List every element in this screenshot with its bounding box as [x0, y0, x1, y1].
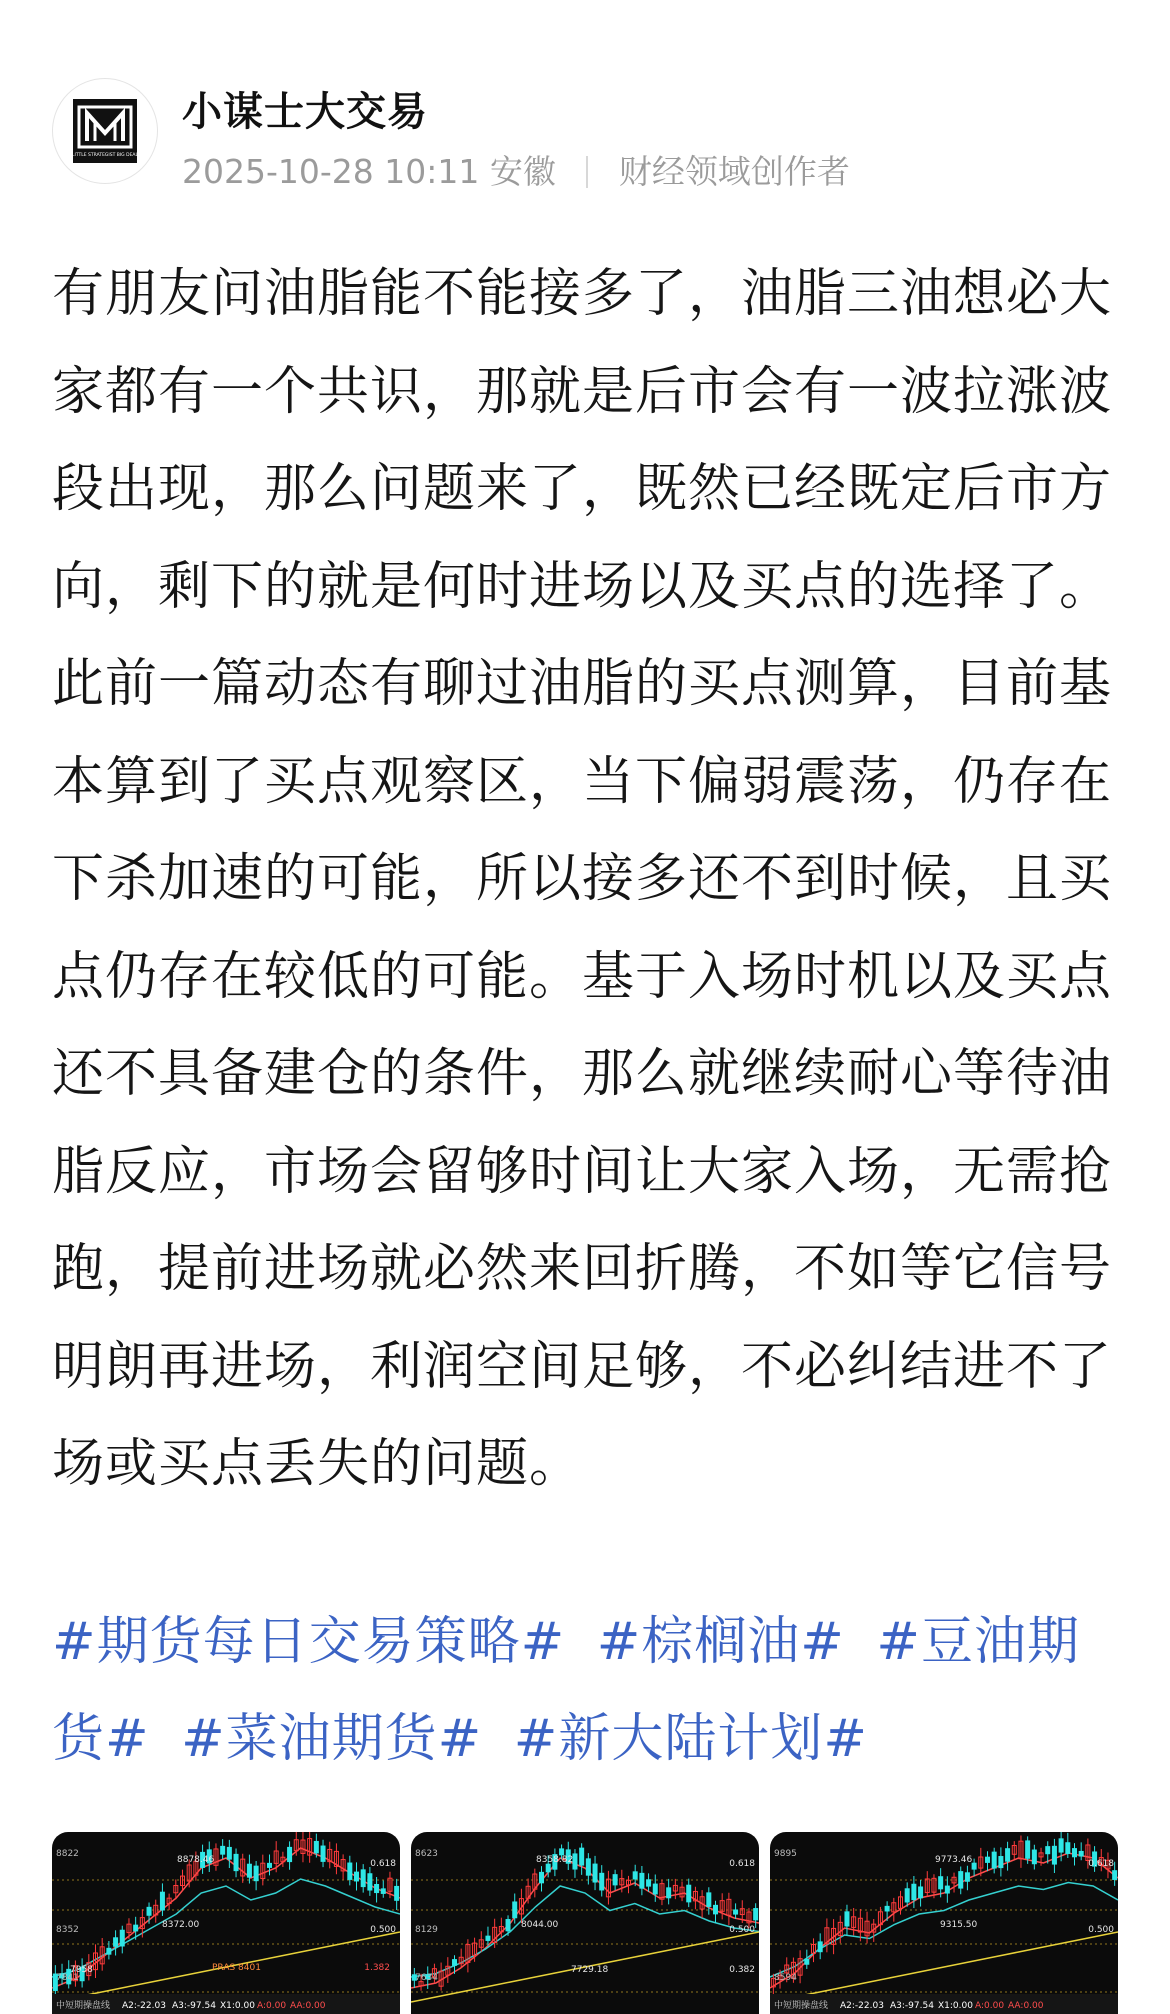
chart-image-3[interactable]	[770, 1832, 1118, 2014]
author-role: 财经领域创作者	[618, 152, 850, 191]
svg-text:PRAS 8401: PRAS 8401	[212, 1963, 261, 1973]
svg-text:8623: 8623	[415, 1849, 438, 1859]
svg-text:A3:-97.54: A3:-97.54	[172, 2001, 216, 2011]
chart-image-1[interactable]	[52, 1832, 400, 2014]
svg-text:A2:-22.03: A2:-22.03	[122, 2001, 166, 2011]
svg-text:中短期操盘线: 中短期操盘线	[774, 2001, 829, 2011]
svg-text:8129: 8129	[415, 1925, 438, 1935]
svg-text:A2:-22.03: A2:-22.03	[840, 2001, 884, 2011]
svg-text:X1:0.00: X1:0.00	[220, 2001, 255, 2011]
author-avatar[interactable]	[52, 78, 158, 184]
svg-text:0.618: 0.618	[1088, 1859, 1114, 1869]
post-location: 安徽	[489, 152, 556, 191]
post-timestamp: 2025-10-28 10:11	[182, 152, 480, 191]
svg-text:0.500: 0.500	[370, 1925, 396, 1935]
svg-text:AA:0.00: AA:0.00	[1008, 2001, 1044, 2011]
svg-text:9895: 9895	[774, 1849, 797, 1859]
post-tags	[52, 1594, 1118, 1788]
svg-text:8594: 8594	[774, 1973, 797, 1983]
svg-text:0.500: 0.500	[729, 1925, 755, 1935]
svg-text:A3:-97.54: A3:-97.54	[890, 2001, 934, 2011]
post-header	[52, 78, 1132, 191]
post-body: 有朋友问油脂能不能接多了，油脂三油想必大家都有一个共识，那就是后市会有一波拉涨波段出现，那么问题来了，既然已经既定后市方向，剩下的就是何时进场以及买点的选择了。此前一篇动态有聊过油脂的买点测算，目前基本算到了买点观察区，当下偏弱震荡，仍存在下杀加速的可能，所以接多还不到时候，且买点仍存在较低的可能。基于入场时机以及买点还不具备建仓的条件，那么就继续耐心等待油脂反应，市场会留够时间让大家入场，无需抢跑，提前进场就必然来回折腾，不如等它信号明朗再进场，利润空间足够，不必纠结进不了场或买点丢失的问题。	[52, 264, 1113, 1494]
svg-text:0.618: 0.618	[729, 1859, 755, 1869]
hashtag-link[interactable]: #菜油期货#	[181, 1709, 483, 1769]
m-logo-icon	[73, 99, 137, 163]
svg-text:7634: 7634	[415, 1973, 438, 1983]
svg-text:7958: 7958	[70, 1965, 93, 1975]
svg-text:AA:0.00: AA:0.00	[290, 2001, 326, 2011]
image-grid	[52, 1832, 1118, 2014]
post-meta	[182, 146, 850, 193]
svg-text:1.382: 1.382	[364, 1963, 390, 1973]
svg-text:0.618: 0.618	[370, 1859, 396, 1869]
svg-text:A:0.00: A:0.00	[257, 2001, 287, 2011]
svg-text:8044.00: 8044.00	[521, 1920, 559, 1930]
author-name[interactable]: 小谋士大交易	[182, 89, 428, 135]
hashtag-link[interactable]: #豆油期货#	[52, 1612, 1080, 1769]
svg-text:8372.00: 8372.00	[162, 1920, 200, 1930]
svg-text:8878.46: 8878.46	[177, 1855, 215, 1865]
svg-text:中短期操盘线: 中短期操盘线	[56, 2001, 111, 2011]
svg-text:7841: 7841	[56, 1973, 79, 1983]
svg-text:8822: 8822	[56, 1849, 79, 1859]
svg-text:X1:0.00: X1:0.00	[938, 2001, 973, 2011]
hashtag-link[interactable]: #棕榈油#	[596, 1612, 845, 1672]
svg-text:9315.50: 9315.50	[940, 1920, 978, 1930]
svg-text:A:0.00: A:0.00	[975, 2001, 1005, 2011]
hashtag-link[interactable]: #新大陆计划#	[513, 1709, 868, 1769]
svg-text:7729.18: 7729.18	[571, 1965, 609, 1975]
avatar-logo-text: LITTLE STRATEGIST BIG DEAL	[73, 153, 137, 158]
svg-text:0.500: 0.500	[1088, 1925, 1114, 1935]
chart-image-2[interactable]	[411, 1832, 759, 2014]
svg-text:8352: 8352	[56, 1925, 79, 1935]
svg-text:0.382: 0.382	[729, 1965, 755, 1975]
meta-divider	[586, 156, 588, 188]
svg-text:9773.46: 9773.46	[935, 1855, 973, 1865]
svg-text:8358.82: 8358.82	[536, 1855, 574, 1865]
hashtag-link[interactable]: #期货每日交易策略#	[52, 1612, 566, 1672]
